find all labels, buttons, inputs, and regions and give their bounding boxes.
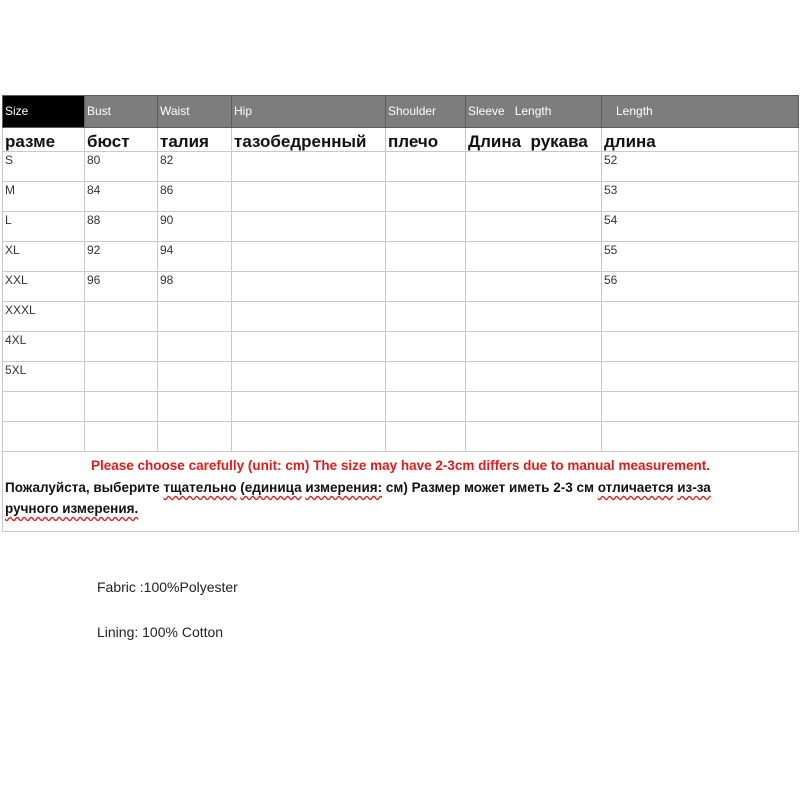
note-ru-text: Пожалуйста, выберите [5,480,164,495]
lining-info: Lining: 100% Cotton [97,624,224,640]
cell-bust [85,332,158,362]
cell-shoulder [386,392,466,422]
cell-bust: 92 [85,242,158,272]
cell-size: 5XL [3,362,85,392]
cell-length: 53 [602,182,799,212]
cell-waist: 90 [158,212,232,242]
cell-sleeve-length [466,182,602,212]
note-ru-text: см) Размер может иметь 2-3 см [382,480,598,495]
cell-waist [158,362,232,392]
cell-sleeve-length [466,332,602,362]
cell-bust [85,302,158,332]
cell-size: M [3,182,85,212]
cell-sleeve-length [466,272,602,302]
cell-size [3,422,85,452]
cell-waist [158,332,232,362]
cell-length: 52 [602,152,799,182]
cell-hip [232,272,386,302]
cell-shoulder [386,272,466,302]
note-row [3,452,799,532]
cell-hip [232,392,386,422]
cell-shoulder [386,302,466,332]
table-row [3,302,799,332]
cell-shoulder [386,152,466,182]
cell-length: 54 [602,212,799,242]
cell-size: XXL [3,272,85,302]
cell-sleeve-length [466,362,602,392]
note-english: Please choose carefully (unit: cm) The size may have 2-3cm differs due to manual measurement. [91,458,710,473]
cell-bust [85,362,158,392]
cell-size: XL [3,242,85,272]
table-row [3,362,799,392]
cell-length: 56 [602,272,799,302]
cell-length [602,302,799,332]
cell-sleeve-length [466,212,602,242]
header-hip: Hip [232,96,386,128]
cell-bust: 88 [85,212,158,242]
header-ru-length: длина [602,128,799,152]
cell-bust [85,422,158,452]
cell-hip [232,242,386,272]
cell-bust: 80 [85,152,158,182]
cell-sleeve-length [466,302,602,332]
cell-sleeve-length [466,392,602,422]
header-sleeve-length: Sleeve Length [466,96,602,128]
cell-hip [232,302,386,332]
cell-bust: 84 [85,182,158,212]
cell-waist: 98 [158,272,232,302]
cell-shoulder [386,242,466,272]
table-row [3,152,799,182]
cell-size [3,392,85,422]
note-ru-text: из-за [677,480,711,495]
cell-bust [85,392,158,422]
cell-length [602,332,799,362]
cell-length: 55 [602,242,799,272]
table-row [3,332,799,362]
cell-sleeve-length [466,152,602,182]
cell-hip [232,422,386,452]
cell-hip [232,212,386,242]
cell-shoulder [386,362,466,392]
header-bust: Bust [85,96,158,128]
cell-hip [232,152,386,182]
note-cell [3,452,799,532]
cell-shoulder [386,332,466,362]
header-ru-size: разме [3,128,85,152]
cell-sleeve-length [466,422,602,452]
cell-size: 4XL [3,332,85,362]
table-row [3,272,799,302]
cell-length [602,392,799,422]
header-size: Size [3,96,85,128]
note-ru-text: отличается [597,480,674,495]
note-ru-text: тщательно [163,480,237,495]
cell-hip [232,362,386,392]
note-ru-text: измерения: [305,480,383,495]
cell-waist: 82 [158,152,232,182]
cell-size: XXXL [3,302,85,332]
header-ru-waist: талия [158,128,232,152]
header-waist: Waist [158,96,232,128]
cell-length [602,422,799,452]
fabric-info: Fabric :100%Polyester [97,579,238,595]
cell-waist [158,302,232,332]
size-chart-table [2,95,799,532]
header-row-ru [3,128,799,152]
cell-size: S [3,152,85,182]
note-russian [5,477,796,519]
table-row [3,212,799,242]
header-length: Length [602,96,799,128]
table-row [3,182,799,212]
cell-shoulder [386,212,466,242]
header-shoulder: Shoulder [386,96,466,128]
cell-shoulder [386,182,466,212]
cell-waist [158,422,232,452]
header-ru-sleeve-length: Длина рукава [466,128,602,152]
note-ru-text: ручного измерения. [5,501,139,516]
header-row [3,96,799,128]
cell-length [602,362,799,392]
header-ru-bust: бюст [85,128,158,152]
cell-waist: 94 [158,242,232,272]
header-ru-hip: тазобедренный [232,128,386,152]
cell-waist [158,392,232,422]
cell-size: L [3,212,85,242]
table-row [3,392,799,422]
cell-bust: 96 [85,272,158,302]
cell-sleeve-length [466,242,602,272]
cell-waist: 86 [158,182,232,212]
cell-shoulder [386,422,466,452]
cell-hip [232,182,386,212]
note-ru-text: (единица [240,480,302,495]
table-row [3,422,799,452]
table-row [3,242,799,272]
cell-hip [232,332,386,362]
header-ru-shoulder: плечо [386,128,466,152]
